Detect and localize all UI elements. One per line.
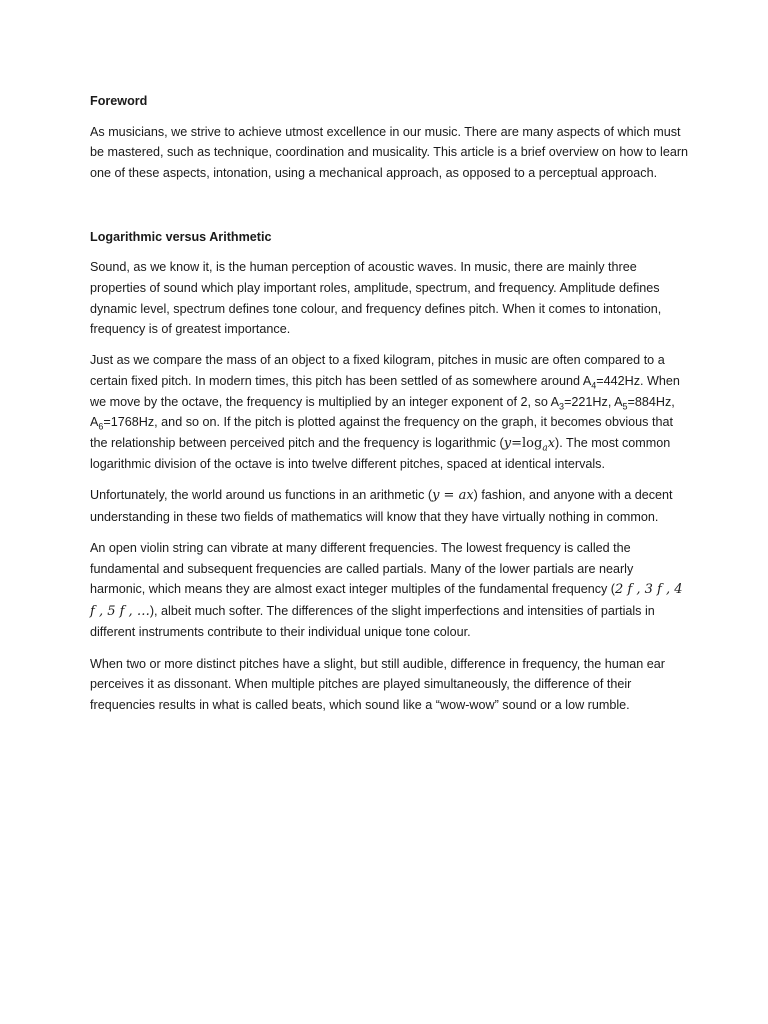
dissonance-paragraph: When two or more distinct pitches have a slight, but still audible, difference in frequency, the human ear perceives it as dissonant. When multiple pitches are played simultaneously, the difference of their frequencies results in what is called beats, which sound like a “wow-wow” sound or a low rumble. xyxy=(90,656,665,712)
pitch-text: ). The most common logarithmic division of the octave is into twelve different pitches, spaced at identical intervals. xyxy=(90,435,671,472)
pitch-text: =1768Hz, and so on. If the pitch is plotted against the frequency on the graph, it becomes obvious that the relationship between perceived pitch and the frequency is logarithmic ( xyxy=(90,415,673,450)
partials-text: An open violin string can vibrate at many different frequencies. The lowest frequency is called the fundamental and subsequent frequencies are called partials. Many of the lower partials are nearly harmonic, which means they are almost exact integer multiples of the fundamental frequency ( xyxy=(90,541,634,597)
pitch-text: Just as we compare the mass of an object to a fixed kilogram, pitches in music are often compared to a certain fixed pitch. In modern times, this pitch has been settled of as somewhere around A xyxy=(90,353,665,388)
subscript: 5 xyxy=(622,401,628,412)
section-spacer xyxy=(90,194,690,227)
subscript: 3 xyxy=(559,401,565,412)
linear-formula: y = ax xyxy=(432,488,474,504)
harmonics-formula: 2 f , 3 f , 4 f , 5 f , … xyxy=(90,582,683,619)
arithmetic-paragraph xyxy=(90,485,690,527)
math-func: log xyxy=(522,435,543,451)
subscript: 4 xyxy=(591,380,597,391)
arithmetic-text: ) fashion, and anyone with a decent understanding in these two fields of mathematics will know that they have virtually nothing in common. xyxy=(90,488,673,524)
foreword-heading: Foreword xyxy=(90,94,148,108)
log-formula xyxy=(503,435,556,454)
math-var: x xyxy=(547,435,556,451)
sound-paragraph: Sound, as we know it, is the human perception of acoustic waves. In music, there are mainly three properties of sound which play important roles, amplitude, spectrum, and frequency. Amplitude defines dynamic level, spectrum defines tone colour, and frequency defines pitch. When it comes to intonation, frequency is of greatest importance. xyxy=(90,260,662,337)
math-base: a xyxy=(542,443,548,454)
arithmetic-text: Unfortunately, the world around us functions in an arithmetic ( xyxy=(90,488,433,503)
partials-text: ), albeit much softer. The differences of the slight imperfections and intensities of partials in different instruments contribute to their individual unique tone colour. xyxy=(90,603,655,640)
document-page xyxy=(90,91,690,726)
foreword-paragraph: As musicians, we strive to achieve utmost excellence in our music. There are many aspects of which must be mastered, such as technique, coordination and musicality. This article is a brief overview on how to learn one of these aspects, intonation, using a mechanical approach, as opposed to a perceptual approach. xyxy=(90,124,689,180)
math-var: y xyxy=(503,435,512,451)
pitch-text: =884Hz, A xyxy=(90,394,675,430)
math-op: = xyxy=(511,435,522,451)
pitch-text: =442Hz. When we move by the octave, the frequency is multiplied by an integer exponent of 2, so A xyxy=(90,373,680,409)
pitch-paragraph xyxy=(90,350,690,475)
subscript: 6 xyxy=(98,421,104,432)
section-heading: Logarithmic versus Arithmetic xyxy=(90,229,272,244)
pitch-text: =221Hz, A xyxy=(564,394,623,409)
partials-paragraph xyxy=(90,538,690,643)
